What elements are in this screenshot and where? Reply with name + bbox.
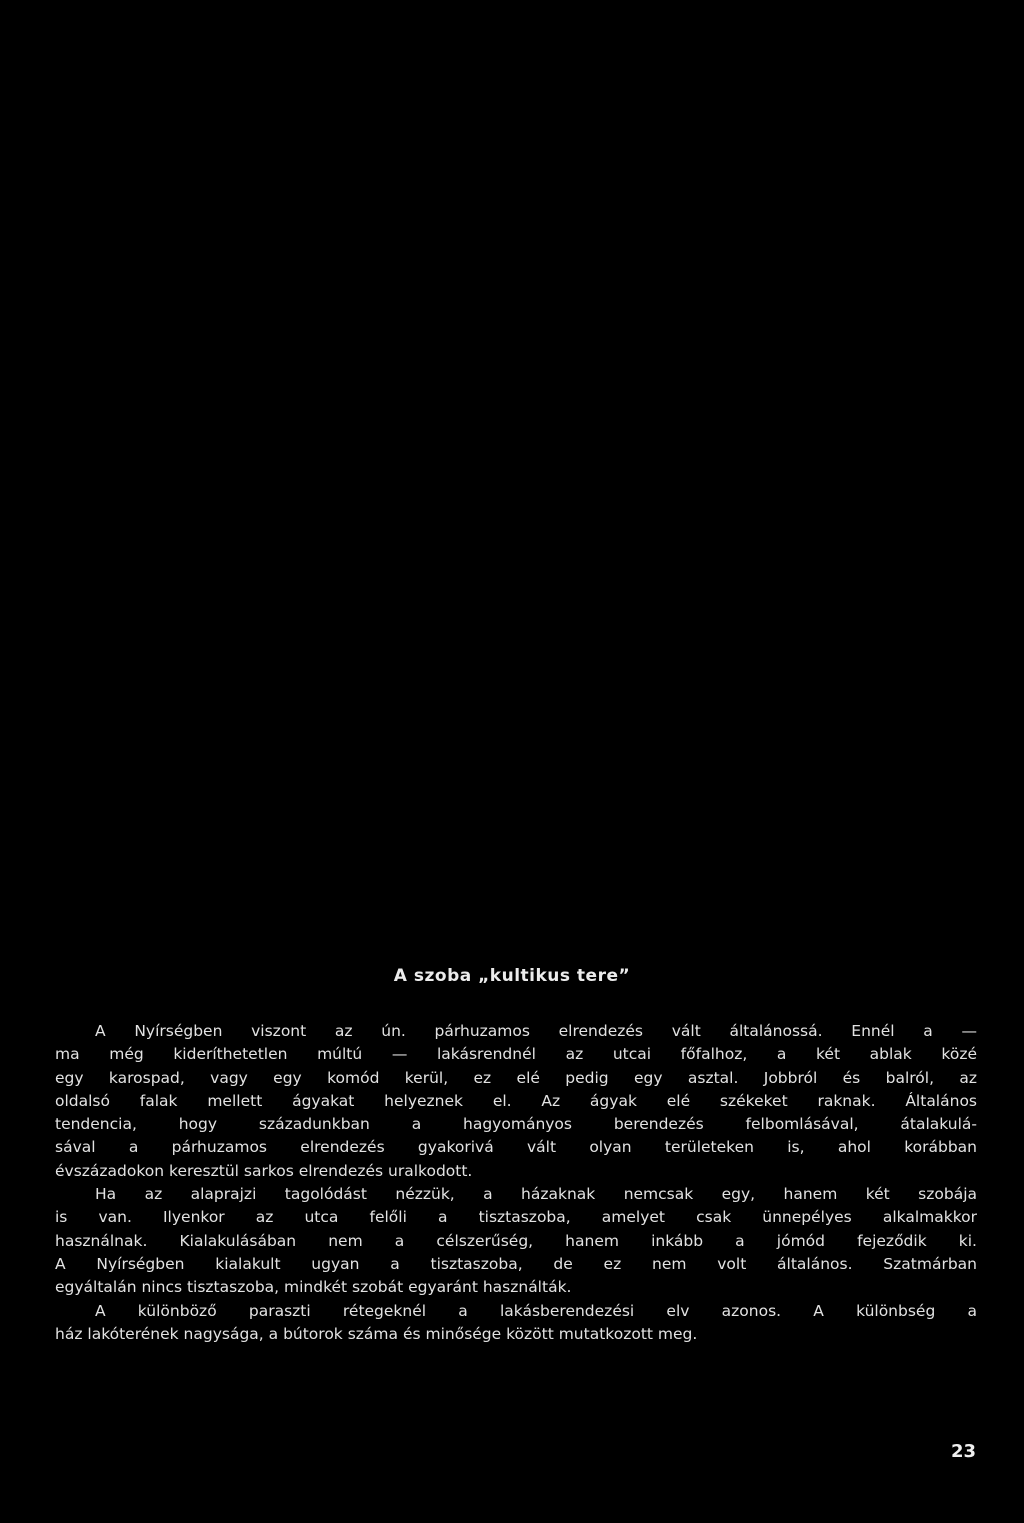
text-line: A különböző paraszti rétegeknél a lakásberendezési elv azonos. A különbség a: [95, 1301, 977, 1320]
text-line: egyáltalán nincs tisztaszoba, mindkét szobát egyaránt használták.: [55, 1278, 572, 1297]
text-line: sával a párhuzamos elrendezés gyakorivá vált olyan területeken is, ahol korábban: [55, 1138, 977, 1157]
text-line: A Nyírségben viszont az ún. párhuzamos elrendezés vált általánossá. Ennél a —: [95, 1022, 977, 1040]
text-line: évszázadokon keresztül sarkos elrendezés uralkodott.: [55, 1161, 473, 1180]
text-line: tendencia, hogy századunkban a hagyományos berendezés felbomlásával, átalakulá-: [55, 1115, 977, 1134]
text-line: ház lakóterének nagysága, a bútorok száma és minősége között mutatkozott meg.: [55, 1324, 698, 1343]
body-text: [55, 1020, 977, 1346]
text-line: A Nyírségben kialakult ugyan a tisztaszoba, de ez nem volt általános. Szatmárban: [55, 1254, 977, 1273]
text-line: ma még kideríthetetlen múltú — lakásrendnél az utcai főfalhoz, a két ablak közé: [55, 1045, 977, 1064]
text-line: oldalsó falak mellett ágyakat helyeznek el. Az ágyak elé székeket raknak. Általános: [55, 1091, 977, 1110]
section-title: A szoba „kultikus tere”: [393, 966, 631, 986]
text-line: használnak. Kialakulásában nem a célszerűség, hanem inkább a jómód fejeződik ki.: [55, 1231, 977, 1250]
text-line: egy karospad, vagy egy komód kerül, ez elé pedig egy asztal. Jobbról és balról, az: [55, 1068, 977, 1087]
text-line: is van. Ilyenkor az utca felőli a tisztaszoba, amelyet csak ünnepélyes alkalmakkor: [55, 1208, 977, 1227]
page-number: 23: [950, 1441, 976, 1462]
text-line: Ha az alaprajzi tagolódást nézzük, a házaknak nemcsak egy, hanem két szobája: [95, 1185, 977, 1204]
